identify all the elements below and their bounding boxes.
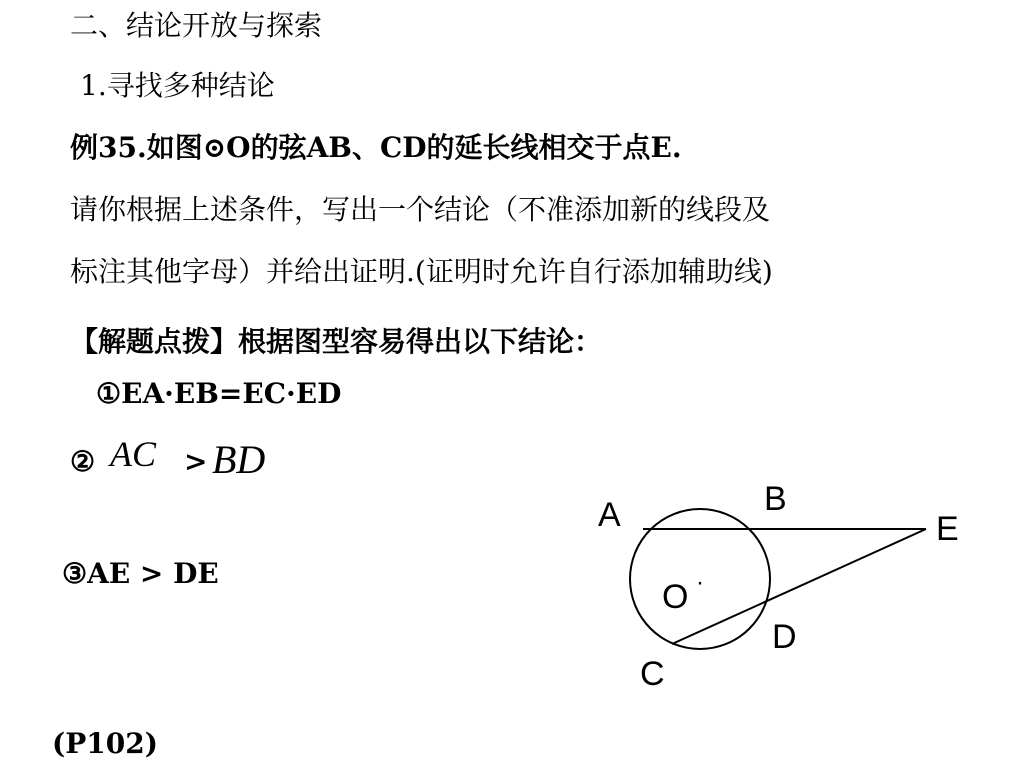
example-statement: 例35.如图⊙O的弦AB、CD的延长线相交于点E. [70,131,682,164]
question-line-1: 请你根据上述条件，写出一个结论（不准添加新的线段及 [70,193,771,226]
label-c: C [640,655,665,693]
conclusion-2-relation: > [184,445,208,478]
hint-line: 【解题点拨】根据图型容易得出以下结论： [70,325,603,358]
page-reference: (P102) [52,727,158,760]
conclusion-2-arc-ac: AC [110,434,157,474]
conclusion-3: ③AE > DE [62,557,219,590]
conclusion-1: ①EA·EB=EC·ED [96,377,342,410]
label-d: D [772,618,797,656]
label-a: A [598,496,621,534]
question-line-2: 标注其他字母）并给出证明.(证明时允许自行添加辅助线) [70,255,773,288]
label-o-mark: · [696,569,704,596]
line-ce [672,529,926,644]
label-o: O [662,578,689,616]
conclusion-2-arc-bd: BD [212,437,266,482]
subsection-heading: 1.寻找多种结论 [80,69,275,102]
label-b: B [764,480,787,518]
label-e: E [936,510,959,548]
section-heading: 二、结论开放与探索 [70,9,323,42]
conclusion-2-marker: ② [70,445,96,478]
